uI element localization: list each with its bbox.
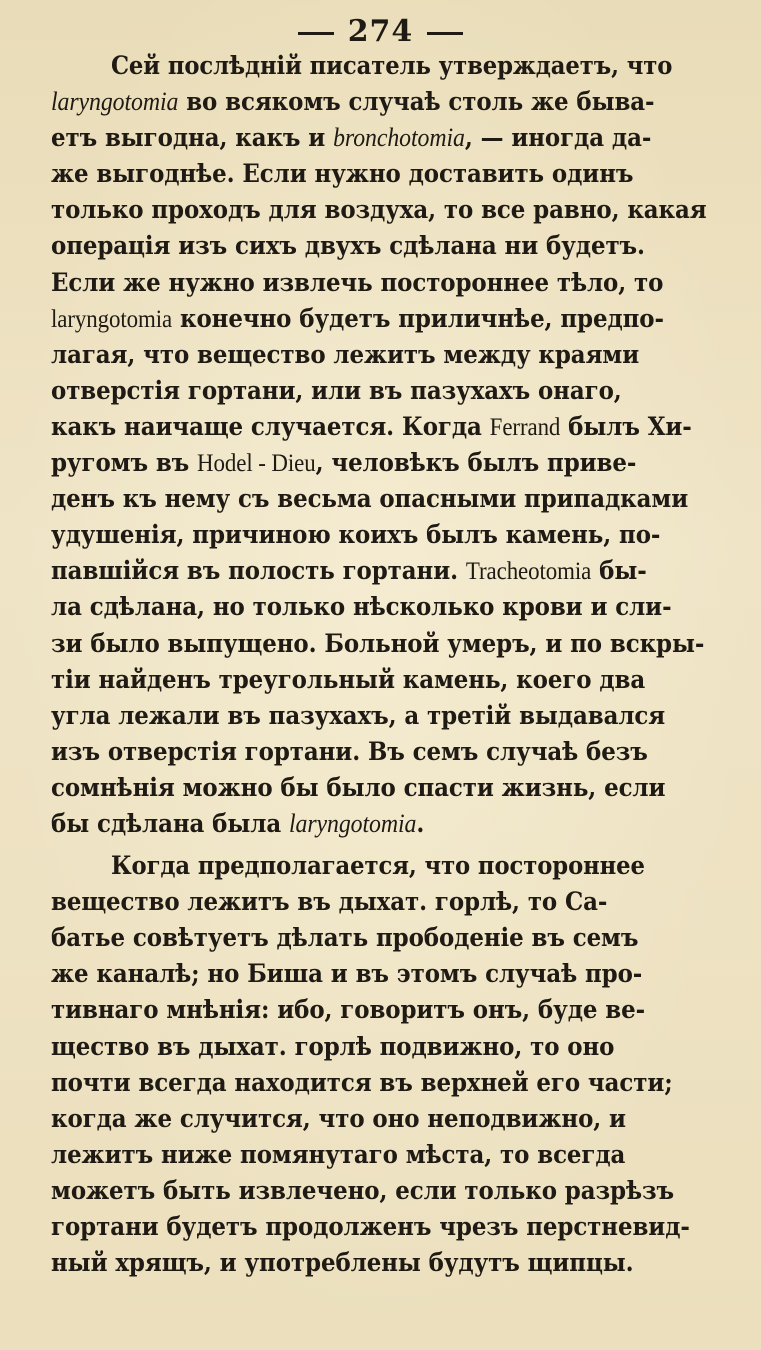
text-segment: павшійся въ полость гортани. xyxy=(51,556,466,586)
text-line: же выгоднѣе. Если нужно доставить одинъ xyxy=(51,159,634,189)
text-line: ла сдѣлана, но только нѣсколько крови и сли- xyxy=(51,592,672,622)
text-line: удушенія, причиною коихъ былъ камень, по- xyxy=(51,520,661,550)
latin-term: bronchotomia xyxy=(333,123,465,153)
text-line: только проходъ для воздуха, то все равно, какая xyxy=(51,195,707,225)
text-line xyxy=(51,301,711,337)
text-line xyxy=(51,445,711,481)
text-line: почти всегда находится въ верхней его части; xyxy=(51,1067,673,1097)
text-line: Когда предполагается, что постороннее xyxy=(110,851,645,881)
text-segment: ругомъ въ xyxy=(51,448,198,478)
text-line: денъ къ нему съ весьма опасными припадками xyxy=(51,484,689,514)
text-line: угла лежали въ пазухахъ, а третій выдавался xyxy=(51,700,666,730)
page-number: 274 xyxy=(347,14,414,49)
text-line xyxy=(51,84,711,120)
text-segment: былъ Хи- xyxy=(560,411,692,441)
text-line: зи было выпущено. Больной умеръ, и по вскры- xyxy=(51,628,705,658)
text-line: батье совѣтуетъ дѣлать прободеніе въ семъ xyxy=(51,923,639,953)
text-segment: . xyxy=(416,808,425,838)
text-segment: , — иногда да- xyxy=(464,123,652,153)
text-line xyxy=(51,806,711,842)
text-line: можетъ быть извлечено, если только разрѣзъ xyxy=(51,1175,675,1205)
text-line: вещество лежитъ въ дыхат. горлѣ, то Са- xyxy=(51,887,608,917)
text-line xyxy=(51,120,711,156)
text-segment: бы сдѣлана была xyxy=(51,808,289,838)
text-segment: , человѣкъ былъ приве- xyxy=(315,448,637,478)
text-segment: во всякомъ случаѣ столь же быва- xyxy=(178,87,655,117)
text-line: лежитъ ниже помянутаго мѣста, то всегда xyxy=(51,1139,626,1169)
text-line: же каналѣ; но Биша и въ этомъ случаѣ про- xyxy=(51,959,643,989)
text-line: ный хрящъ, и употреблены будутъ щипцы. xyxy=(51,1248,634,1278)
text-line: щество въ дыхат. горлѣ подвижно, то оно xyxy=(51,1031,615,1061)
body-text xyxy=(51,48,761,1281)
latin-term: laryngotomia xyxy=(288,808,417,838)
text-line xyxy=(51,409,711,445)
text-line: отверстія гортани, или въ пазухахъ онаго, xyxy=(51,375,622,405)
text-line: Сей послѣдній писатель утверждаетъ, что xyxy=(110,51,673,80)
text-line: тивнаго мнѣнія: ибо, говоритъ онъ, буде ве- xyxy=(51,995,646,1025)
text-line: гортани будетъ продолженъ чрезъ перстневид- xyxy=(51,1212,690,1241)
text-segment: конечно будетъ приличнѣе, предпо- xyxy=(172,303,664,333)
text-line: изъ отверстія гортани. Въ семъ случаѣ безъ xyxy=(51,736,648,766)
page-number-header xyxy=(0,14,761,49)
latin-term: Tracheotomia xyxy=(465,558,592,586)
latin-name: Hodel - Dieu xyxy=(197,450,316,478)
text-line: лагая, что вещество лежитъ между краями xyxy=(51,339,640,369)
text-segment: какъ наичаще случается. Когда xyxy=(51,411,490,441)
latin-term: laryngotomia xyxy=(51,305,173,333)
paragraph-1 xyxy=(51,48,761,842)
text-line: сомнѣнія можно бы было спасти жизнь, если xyxy=(51,772,666,802)
text-line: операція изъ сихъ двухъ сдѣлана ни будетъ. xyxy=(51,231,645,261)
text-segment: бы- xyxy=(591,556,647,586)
text-line xyxy=(51,553,711,589)
right-dash xyxy=(427,32,463,35)
text-line: когда же случится, что оно неподвижно, и xyxy=(51,1103,626,1133)
paragraph-2 xyxy=(51,848,761,1281)
text-segment: етъ выгодна, какъ и xyxy=(51,123,334,153)
latin-name: Ferrand xyxy=(489,413,561,441)
text-line: тіи найденъ треугольный камень, коего два xyxy=(51,664,646,694)
latin-term: laryngotomia xyxy=(51,87,179,117)
text-line: Если же нужно извлечь постороннее тѣло, то xyxy=(51,267,664,297)
left-dash xyxy=(298,32,334,35)
